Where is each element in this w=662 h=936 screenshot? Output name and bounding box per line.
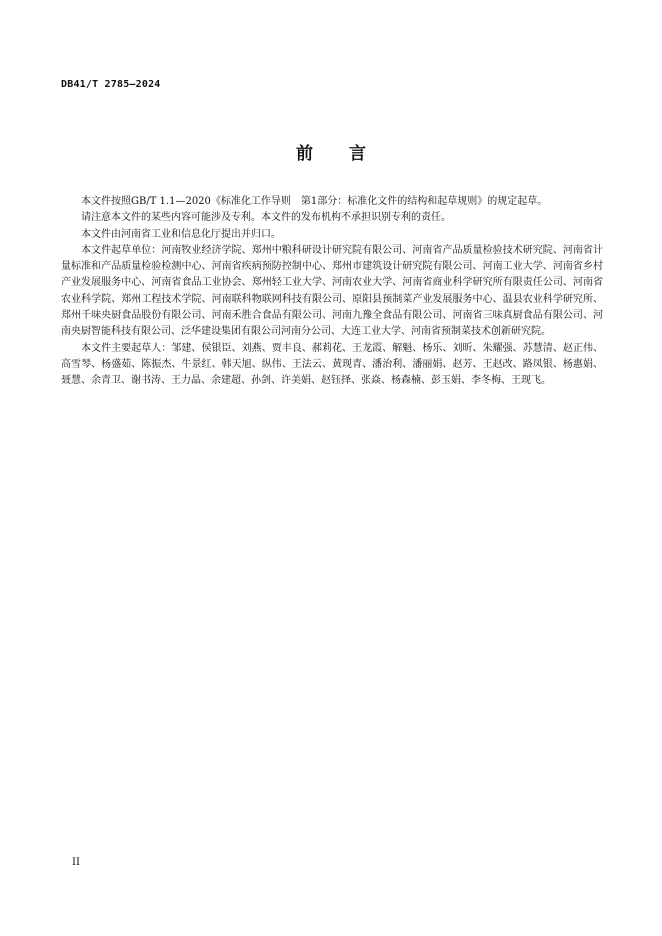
paragraph-drafting-rules: 本文件按照GB/T 1.1—2020《标准化工作导则 第1部分：标准化文件的结构和起草规则》的规定起草。 — [81, 196, 548, 207]
page-title — [0, 139, 662, 164]
paragraph-drafting-units: 本文件起草单位：河南牧业经济学院、郑州中粮科研设计研究院有限公司、河南省产品质量检验技术研究院、河南省计量标准和产品质量检验检测中心、河南省疾病预防控制中心、郑州市建筑设计研究院有限公司、河南工业大学、河南省乡村产业发展服务中心、河南省食品工业协会、郑州轻工业大学、河南农业大学、河南省商业科学研究所有限责任公司、河南省农业科学院、郑州工程技术学院、河南联科物联网科技有限公司、原阳县预制菜产业发展服务中心、温县农业科学研究所、郑州千味央厨食品股份有限公司、河南禾胜合食品有限公司、河南九豫全食品有限公司、河南省三味真厨食品有限公司、河南央厨智能科技有限公司、泛华建设集团有限公司河南分公司、大连工业大学、河南省预制菜技术创新研究院。 — [61, 244, 603, 338]
foreword-body — [61, 194, 603, 390]
paragraph-proposer: 本文件由河南省工业和信息化厅提出并归口。 — [81, 228, 281, 240]
title-char-2: 言 — [349, 144, 366, 164]
page-number: II — [72, 857, 80, 868]
document-code: DB41/T 2785—2024 — [61, 79, 161, 90]
paragraph-patent-notice: 请注意本文件的某些内容可能涉及专利。本文件的发布机构不承担识别专利的责任。 — [81, 212, 451, 224]
title-char-1: 前 — [296, 144, 313, 164]
paragraph-drafters: 本文件主要起草人：邹建、侯银臣、刘燕、贾丰良、郝莉花、王龙霞、解魁、杨乐、刘昕、朱耀强、苏慧清、赵正伟、高雪琴、杨盛茹、陈振杰、牛景红、韩天旭、纵伟、王法云、黄现青、潘治利、潘丽娟、赵芳、王赵改、路凤银、杨惠娟、聂慧、余青卫、谢书涛、王力晶、余建超、孙剑、许美娟、赵钰择、张焱、杨森楠、彭玉娟、李冬梅、王现飞。 — [61, 342, 603, 387]
